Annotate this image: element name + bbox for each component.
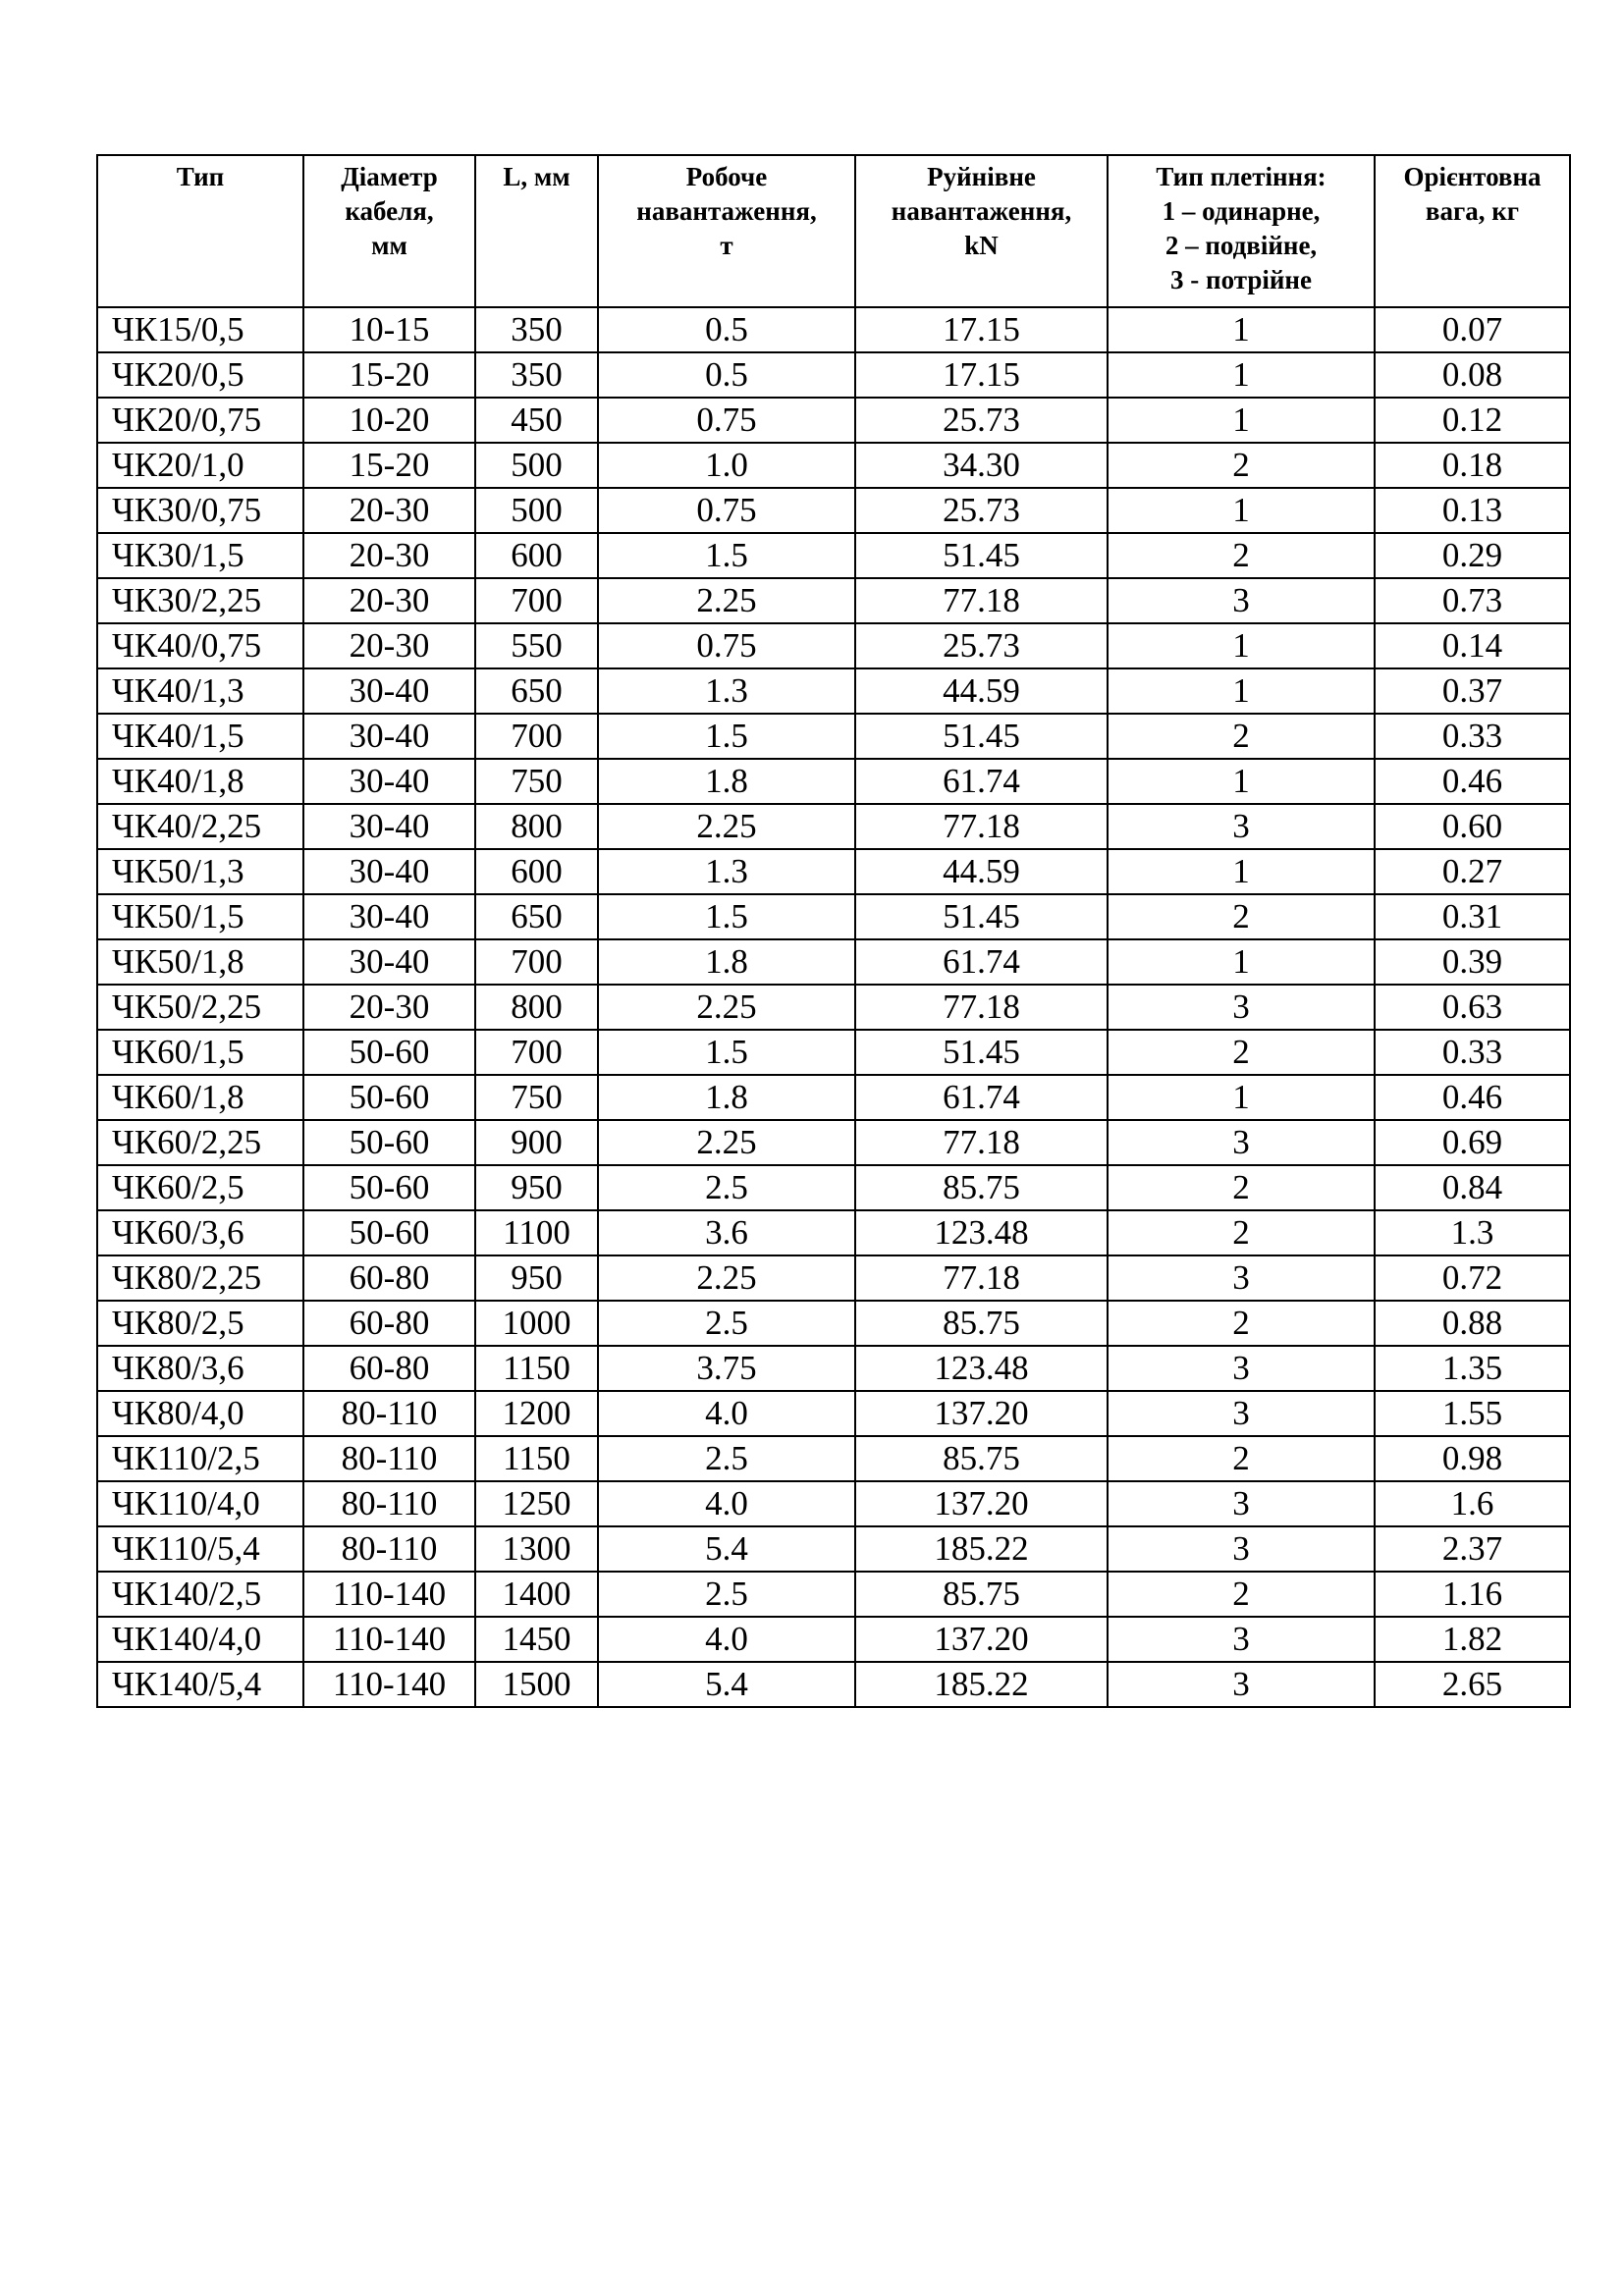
cell-length: 1200 (475, 1391, 598, 1436)
cell-approx-weight: 0.73 (1375, 578, 1570, 623)
cell-weave-type: 2 (1108, 894, 1375, 939)
cell-working-load: 2.25 (598, 1255, 855, 1301)
cell-working-load: 1.8 (598, 759, 855, 804)
cell-weave-type: 2 (1108, 1210, 1375, 1255)
cell-breaking-load: 34.30 (855, 443, 1108, 488)
cell-type: ЧК60/3,6 (97, 1210, 303, 1255)
cell-breaking-load: 185.22 (855, 1662, 1108, 1707)
cell-type: ЧК50/1,3 (97, 849, 303, 894)
cell-breaking-load: 137.20 (855, 1481, 1108, 1526)
cell-weave-type: 2 (1108, 1165, 1375, 1210)
header-line: навантаження, (636, 196, 817, 226)
cell-type: ЧК40/1,8 (97, 759, 303, 804)
table-row (97, 1526, 1570, 1572)
cell-working-load: 0.75 (598, 398, 855, 443)
cell-weave-type: 2 (1108, 1572, 1375, 1617)
header-weave-type (1108, 155, 1375, 307)
table-row (97, 1436, 1570, 1481)
table-row (97, 398, 1570, 443)
cell-cable-diameter: 60-80 (303, 1255, 475, 1301)
cell-working-load: 1.3 (598, 849, 855, 894)
cell-length: 1500 (475, 1662, 598, 1707)
cell-type: ЧК140/5,4 (97, 1662, 303, 1707)
cell-cable-diameter: 50-60 (303, 1120, 475, 1165)
cell-breaking-load: 85.75 (855, 1436, 1108, 1481)
cell-weave-type: 1 (1108, 1075, 1375, 1120)
cell-approx-weight: 0.98 (1375, 1436, 1570, 1481)
cell-cable-diameter: 80-110 (303, 1436, 475, 1481)
cell-weave-type: 1 (1108, 849, 1375, 894)
cell-approx-weight: 0.69 (1375, 1120, 1570, 1165)
header-line: 1 – одинарне, (1162, 196, 1321, 226)
cell-length: 700 (475, 714, 598, 759)
cell-weave-type: 3 (1108, 985, 1375, 1030)
cell-length: 650 (475, 668, 598, 714)
cell-length: 1100 (475, 1210, 598, 1255)
table-row (97, 1255, 1570, 1301)
cell-cable-diameter: 60-80 (303, 1301, 475, 1346)
cell-cable-diameter: 30-40 (303, 894, 475, 939)
cell-weave-type: 3 (1108, 804, 1375, 849)
cell-weave-type: 2 (1108, 714, 1375, 759)
cell-approx-weight: 1.35 (1375, 1346, 1570, 1391)
cell-type: ЧК15/0,5 (97, 307, 303, 352)
table-header-row (97, 155, 1570, 307)
cell-approx-weight: 0.46 (1375, 759, 1570, 804)
cell-weave-type: 1 (1108, 939, 1375, 985)
cell-type: ЧК80/2,25 (97, 1255, 303, 1301)
cell-weave-type: 2 (1108, 533, 1375, 578)
cell-breaking-load: 61.74 (855, 1075, 1108, 1120)
header-line: Діаметр (341, 162, 438, 191)
table-row (97, 1301, 1570, 1346)
cell-breaking-load: 25.73 (855, 398, 1108, 443)
cell-weave-type: 1 (1108, 352, 1375, 398)
cell-type: ЧК50/1,5 (97, 894, 303, 939)
table-row (97, 1120, 1570, 1165)
header-length (475, 155, 598, 307)
table-row (97, 1210, 1570, 1255)
cell-type: ЧК110/4,0 (97, 1481, 303, 1526)
cell-working-load: 0.5 (598, 352, 855, 398)
table-row (97, 714, 1570, 759)
cell-cable-diameter: 20-30 (303, 488, 475, 533)
cell-weave-type: 3 (1108, 1662, 1375, 1707)
cell-working-load: 2.25 (598, 804, 855, 849)
header-line: 3 - потрійне (1170, 265, 1312, 294)
header-line: кабеля, (345, 196, 434, 226)
header-line: Тип плетіння: (1156, 162, 1326, 191)
cell-approx-weight: 0.33 (1375, 1030, 1570, 1075)
cell-approx-weight: 1.82 (1375, 1617, 1570, 1662)
table-row (97, 894, 1570, 939)
cell-length: 600 (475, 849, 598, 894)
cell-cable-diameter: 110-140 (303, 1572, 475, 1617)
cell-working-load: 1.5 (598, 1030, 855, 1075)
cell-weave-type: 3 (1108, 1617, 1375, 1662)
cell-type: ЧК110/5,4 (97, 1526, 303, 1572)
cell-type: ЧК80/2,5 (97, 1301, 303, 1346)
cell-length: 1400 (475, 1572, 598, 1617)
cell-weave-type: 3 (1108, 1255, 1375, 1301)
cell-breaking-load: 51.45 (855, 714, 1108, 759)
cell-type: ЧК40/0,75 (97, 623, 303, 668)
cell-cable-diameter: 10-15 (303, 307, 475, 352)
cell-weave-type: 1 (1108, 759, 1375, 804)
cell-approx-weight: 0.84 (1375, 1165, 1570, 1210)
cell-cable-diameter: 20-30 (303, 985, 475, 1030)
cell-type: ЧК50/2,25 (97, 985, 303, 1030)
header-cable-diameter (303, 155, 475, 307)
cell-working-load: 1.8 (598, 939, 855, 985)
cell-cable-diameter: 30-40 (303, 849, 475, 894)
table-row (97, 1662, 1570, 1707)
cell-length: 650 (475, 894, 598, 939)
cell-type: ЧК60/1,8 (97, 1075, 303, 1120)
cell-cable-diameter: 50-60 (303, 1030, 475, 1075)
cell-approx-weight: 0.37 (1375, 668, 1570, 714)
cell-cable-diameter: 15-20 (303, 443, 475, 488)
header-line: 2 – подвійне, (1164, 231, 1318, 260)
table-row (97, 1391, 1570, 1436)
cell-weave-type: 2 (1108, 1301, 1375, 1346)
cell-working-load: 2.25 (598, 985, 855, 1030)
header-line: навантаження, (891, 196, 1072, 226)
table-row (97, 352, 1570, 398)
cell-cable-diameter: 30-40 (303, 668, 475, 714)
cell-type: ЧК40/2,25 (97, 804, 303, 849)
table-row (97, 488, 1570, 533)
cell-working-load: 0.5 (598, 307, 855, 352)
cell-breaking-load: 77.18 (855, 804, 1108, 849)
cell-type: ЧК80/4,0 (97, 1391, 303, 1436)
cell-breaking-load: 123.48 (855, 1210, 1108, 1255)
cell-working-load: 2.5 (598, 1165, 855, 1210)
cell-working-load: 5.4 (598, 1662, 855, 1707)
cell-cable-diameter: 50-60 (303, 1165, 475, 1210)
cell-working-load: 2.5 (598, 1436, 855, 1481)
cell-type: ЧК30/2,25 (97, 578, 303, 623)
table-row (97, 1481, 1570, 1526)
cell-breaking-load: 77.18 (855, 1255, 1108, 1301)
cell-weave-type: 1 (1108, 623, 1375, 668)
cell-approx-weight: 1.55 (1375, 1391, 1570, 1436)
cell-length: 1150 (475, 1436, 598, 1481)
cell-length: 700 (475, 939, 598, 985)
cell-length: 1300 (475, 1526, 598, 1572)
cell-length: 700 (475, 578, 598, 623)
cell-approx-weight: 2.65 (1375, 1662, 1570, 1707)
cell-breaking-load: 61.74 (855, 759, 1108, 804)
cell-breaking-load: 137.20 (855, 1391, 1108, 1436)
header-type (97, 155, 303, 307)
cell-type: ЧК60/1,5 (97, 1030, 303, 1075)
header-line: мм (371, 231, 407, 260)
cell-cable-diameter: 50-60 (303, 1210, 475, 1255)
cell-weave-type: 1 (1108, 398, 1375, 443)
cell-approx-weight: 0.31 (1375, 894, 1570, 939)
cell-length: 700 (475, 1030, 598, 1075)
cell-approx-weight: 0.07 (1375, 307, 1570, 352)
cell-cable-diameter: 30-40 (303, 804, 475, 849)
cell-approx-weight: 0.88 (1375, 1301, 1570, 1346)
cell-approx-weight: 0.27 (1375, 849, 1570, 894)
cell-cable-diameter: 110-140 (303, 1617, 475, 1662)
cell-weave-type: 1 (1108, 668, 1375, 714)
cell-working-load: 0.75 (598, 488, 855, 533)
header-line: вага, кг (1425, 196, 1520, 226)
cell-working-load: 2.5 (598, 1301, 855, 1346)
cell-cable-diameter: 30-40 (303, 759, 475, 804)
cell-cable-diameter: 80-110 (303, 1526, 475, 1572)
table-row (97, 759, 1570, 804)
header-breaking-load (855, 155, 1108, 307)
cell-approx-weight: 0.14 (1375, 623, 1570, 668)
cell-approx-weight: 2.37 (1375, 1526, 1570, 1572)
cell-working-load: 1.5 (598, 894, 855, 939)
cell-cable-diameter: 110-140 (303, 1662, 475, 1707)
cell-approx-weight: 0.08 (1375, 352, 1570, 398)
cell-approx-weight: 1.16 (1375, 1572, 1570, 1617)
cell-breaking-load: 123.48 (855, 1346, 1108, 1391)
header-line: т (720, 231, 733, 260)
cell-working-load: 2.25 (598, 1120, 855, 1165)
header-approx-weight (1375, 155, 1570, 307)
cell-breaking-load: 85.75 (855, 1165, 1108, 1210)
cell-type: ЧК50/1,8 (97, 939, 303, 985)
cell-type: ЧК60/2,25 (97, 1120, 303, 1165)
cell-cable-diameter: 50-60 (303, 1075, 475, 1120)
cell-approx-weight: 0.39 (1375, 939, 1570, 985)
cell-length: 1250 (475, 1481, 598, 1526)
cell-cable-diameter: 30-40 (303, 939, 475, 985)
cell-weave-type: 3 (1108, 578, 1375, 623)
cell-working-load: 4.0 (598, 1391, 855, 1436)
cell-weave-type: 3 (1108, 1120, 1375, 1165)
table-body (97, 307, 1570, 1707)
cell-weave-type: 3 (1108, 1481, 1375, 1526)
cell-cable-diameter: 10-20 (303, 398, 475, 443)
cell-cable-diameter: 60-80 (303, 1346, 475, 1391)
cell-cable-diameter: 20-30 (303, 533, 475, 578)
cell-weave-type: 2 (1108, 1030, 1375, 1075)
cell-type: ЧК60/2,5 (97, 1165, 303, 1210)
cell-approx-weight: 0.63 (1375, 985, 1570, 1030)
cell-weave-type: 3 (1108, 1346, 1375, 1391)
cell-type: ЧК110/2,5 (97, 1436, 303, 1481)
cell-breaking-load: 77.18 (855, 1120, 1108, 1165)
cell-type: ЧК140/2,5 (97, 1572, 303, 1617)
cell-type: ЧК40/1,5 (97, 714, 303, 759)
cell-approx-weight: 1.3 (1375, 1210, 1570, 1255)
cell-working-load: 0.75 (598, 623, 855, 668)
cell-breaking-load: 51.45 (855, 894, 1108, 939)
cell-length: 550 (475, 623, 598, 668)
cell-breaking-load: 51.45 (855, 1030, 1108, 1075)
cell-length: 800 (475, 804, 598, 849)
cell-breaking-load: 77.18 (855, 985, 1108, 1030)
table-row (97, 443, 1570, 488)
cell-cable-diameter: 20-30 (303, 578, 475, 623)
cell-length: 750 (475, 1075, 598, 1120)
cell-working-load: 1.8 (598, 1075, 855, 1120)
cell-working-load: 3.75 (598, 1346, 855, 1391)
cell-breaking-load: 25.73 (855, 623, 1108, 668)
table-row (97, 1030, 1570, 1075)
cell-type: ЧК140/4,0 (97, 1617, 303, 1662)
cell-approx-weight: 0.60 (1375, 804, 1570, 849)
table-row (97, 985, 1570, 1030)
cell-approx-weight: 0.72 (1375, 1255, 1570, 1301)
cell-cable-diameter: 15-20 (303, 352, 475, 398)
header-line: Тип (176, 162, 225, 191)
table-row (97, 1075, 1570, 1120)
table-row (97, 533, 1570, 578)
cell-type: ЧК40/1,3 (97, 668, 303, 714)
table-row (97, 939, 1570, 985)
cell-approx-weight: 0.46 (1375, 1075, 1570, 1120)
table-row (97, 1165, 1570, 1210)
cell-type: ЧК80/3,6 (97, 1346, 303, 1391)
table-row (97, 623, 1570, 668)
cell-breaking-load: 51.45 (855, 533, 1108, 578)
cell-working-load: 4.0 (598, 1617, 855, 1662)
cell-breaking-load: 77.18 (855, 578, 1108, 623)
cell-approx-weight: 0.29 (1375, 533, 1570, 578)
table-row (97, 804, 1570, 849)
header-line: L, мм (503, 162, 570, 191)
cell-type: ЧК30/0,75 (97, 488, 303, 533)
cell-length: 1450 (475, 1617, 598, 1662)
cell-working-load: 3.6 (598, 1210, 855, 1255)
cell-cable-diameter: 30-40 (303, 714, 475, 759)
cell-breaking-load: 17.15 (855, 307, 1108, 352)
cell-breaking-load: 17.15 (855, 352, 1108, 398)
cell-type: ЧК20/0,75 (97, 398, 303, 443)
cell-weave-type: 1 (1108, 488, 1375, 533)
table-row (97, 1572, 1570, 1617)
cell-breaking-load: 85.75 (855, 1572, 1108, 1617)
cell-length: 900 (475, 1120, 598, 1165)
cell-breaking-load: 61.74 (855, 939, 1108, 985)
cell-length: 800 (475, 985, 598, 1030)
cell-length: 1000 (475, 1301, 598, 1346)
cell-type: ЧК20/1,0 (97, 443, 303, 488)
cell-length: 600 (475, 533, 598, 578)
cell-working-load: 5.4 (598, 1526, 855, 1572)
cell-breaking-load: 44.59 (855, 849, 1108, 894)
cell-working-load: 2.5 (598, 1572, 855, 1617)
cell-approx-weight: 0.18 (1375, 443, 1570, 488)
header-line: Руйнівне (927, 162, 1036, 191)
table-row (97, 1346, 1570, 1391)
cell-approx-weight: 0.12 (1375, 398, 1570, 443)
cell-length: 450 (475, 398, 598, 443)
table-row (97, 1617, 1570, 1662)
cell-weave-type: 3 (1108, 1526, 1375, 1572)
cell-length: 500 (475, 488, 598, 533)
header-line: Робоче (685, 162, 768, 191)
cell-cable-diameter: 80-110 (303, 1481, 475, 1526)
cell-type: ЧК20/0,5 (97, 352, 303, 398)
table-row (97, 578, 1570, 623)
cell-cable-diameter: 80-110 (303, 1391, 475, 1436)
cell-length: 750 (475, 759, 598, 804)
cell-length: 350 (475, 307, 598, 352)
cell-breaking-load: 44.59 (855, 668, 1108, 714)
header-line: Орієнтовна (1403, 162, 1542, 191)
cell-type: ЧК30/1,5 (97, 533, 303, 578)
cell-cable-diameter: 20-30 (303, 623, 475, 668)
cell-breaking-load: 185.22 (855, 1526, 1108, 1572)
table-row (97, 307, 1570, 352)
cell-approx-weight: 1.6 (1375, 1481, 1570, 1526)
cell-length: 950 (475, 1165, 598, 1210)
cell-weave-type: 2 (1108, 443, 1375, 488)
cell-working-load: 4.0 (598, 1481, 855, 1526)
cell-breaking-load: 25.73 (855, 488, 1108, 533)
cell-length: 350 (475, 352, 598, 398)
cell-length: 500 (475, 443, 598, 488)
cell-working-load: 2.25 (598, 578, 855, 623)
cell-working-load: 1.5 (598, 714, 855, 759)
cell-weave-type: 3 (1108, 1391, 1375, 1436)
table-row (97, 849, 1570, 894)
header-line: kN (964, 231, 999, 260)
cell-working-load: 1.5 (598, 533, 855, 578)
cell-approx-weight: 0.13 (1375, 488, 1570, 533)
cell-approx-weight: 0.33 (1375, 714, 1570, 759)
cell-working-load: 1.0 (598, 443, 855, 488)
cell-weave-type: 2 (1108, 1436, 1375, 1481)
cell-length: 1150 (475, 1346, 598, 1391)
cell-weave-type: 1 (1108, 307, 1375, 352)
cell-length: 950 (475, 1255, 598, 1301)
cell-breaking-load: 137.20 (855, 1617, 1108, 1662)
header-working-load (598, 155, 855, 307)
table-row (97, 668, 1570, 714)
cell-breaking-load: 85.75 (855, 1301, 1108, 1346)
cell-working-load: 1.3 (598, 668, 855, 714)
specifications-table (96, 154, 1571, 1708)
